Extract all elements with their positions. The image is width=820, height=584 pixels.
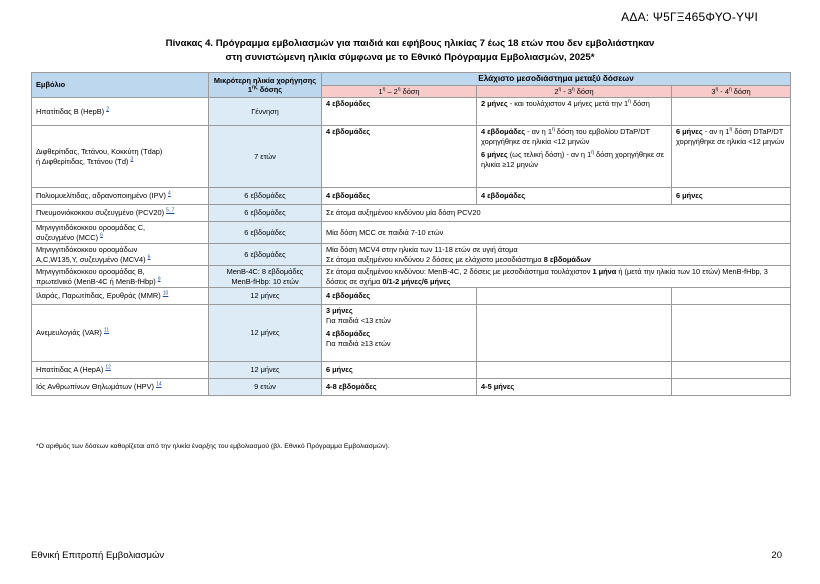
table-row bbox=[32, 266, 791, 288]
vaccine-name: Μηνιγγιτιδόκοκκου οροομάδας Β, πρωτεϊνικό (MenB-4C ή MenB-fHbp) $^9$ bbox=[32, 266, 209, 288]
vaccine-name: Ηπατίτιδας Β (HepB) $^2$ bbox=[32, 98, 209, 126]
min-age-header: Μικρότερη ηλικία χορήγησης $1^{\eta\varsigma}$ δόσης bbox=[209, 73, 322, 98]
vaccine-name: Ιλαράς, Παρωτίτιδας, Ερυθράς (MMR) $^{10}$ bbox=[32, 288, 209, 305]
interval-2-3: 4 εβδομάδες bbox=[477, 188, 672, 205]
vaccine-name: Μηνιγγιτιδόκοκκου οροομάδων A,C,W135,Y, συζευγμένο (MCV4) $^6$ bbox=[32, 244, 209, 266]
interval-note: Μία δόση MCV4 στην ηλικία των 11-18 ετών σε υγιή άτομα Σε άτομα αυξημένου κινδύνου 2 δόσεις με ελάχιστο μεσοδιάστημα 8 εβδομάδων bbox=[322, 244, 791, 266]
table-row bbox=[32, 379, 791, 396]
vaccination-schedule-table bbox=[31, 72, 791, 396]
interval-2-3: 2 μήνες - και τουλάχιστον 4 μήνες μετά την $1^\eta$ δόση bbox=[477, 98, 672, 126]
interval-2-3 bbox=[477, 305, 672, 362]
interval-2-3 bbox=[477, 362, 672, 379]
header-row bbox=[32, 73, 791, 86]
vaccine-name: Ιός Ανθρωπίνων Θηλωμάτων (HPV) $^{14}$ bbox=[32, 379, 209, 396]
interval-1-2: 6 μήνες bbox=[322, 362, 477, 379]
interval-3-4 bbox=[672, 98, 791, 126]
table-row bbox=[32, 244, 791, 266]
interval-note: Σε άτομα αυξημένου κινδύνου: MenB-4C, 2 δόσεις με μεσοδιάστημα τουλάχιστον 1 μήνα ή (μετά την ηλικία των 10 ετών) MenB-fHbp, 3 δόσεις σε σχήμα 0/1-2 μήνες/6 μήνες bbox=[322, 266, 791, 288]
interval-3-4: 6 μήνες bbox=[672, 188, 791, 205]
min-age: 12 μήνες bbox=[209, 362, 322, 379]
interval-1-2: 4 εβδομάδες bbox=[322, 288, 477, 305]
min-age: Γέννηση bbox=[209, 98, 322, 126]
dose-3-4-header: $3^\eta - 4^\eta$ δόση bbox=[672, 85, 791, 98]
interval-3-4 bbox=[672, 305, 791, 362]
table-footnote: *Ο αριθμός των δόσεων καθορίζεται από την ηλικία έναρξης του εμβολιασμού (βλ. Εθνικό Πρόγραμμα Εμβολιασμών). bbox=[36, 443, 390, 450]
table-title bbox=[0, 37, 820, 65]
min-age: 6 εβδομάδες bbox=[209, 244, 322, 266]
table-row bbox=[32, 222, 791, 244]
table-row bbox=[32, 288, 791, 305]
vaccine-name: Πνευμονιόκοκκου συζευγμένο (PCV20) $^{5, 7}$ bbox=[32, 205, 209, 222]
interval-1-2: 4 εβδομάδες bbox=[322, 126, 477, 188]
interval-2-3 bbox=[477, 288, 672, 305]
interval-note: Μία δόση MCC σε παιδιά 7-10 ετών bbox=[322, 222, 791, 244]
table-row bbox=[32, 126, 791, 188]
interval-1-2: 4-8 εβδομάδες bbox=[322, 379, 477, 396]
interval-1-2: 4 εβδομάδες bbox=[322, 98, 477, 126]
interval-note: Σε άτομα αυξημένου κινδύνου μία δόση PCV20 bbox=[322, 205, 791, 222]
min-age: 6 εβδομάδες bbox=[209, 188, 322, 205]
interval-3-4 bbox=[672, 288, 791, 305]
min-age: 12 μήνες bbox=[209, 305, 322, 362]
page-number: 20 bbox=[771, 550, 782, 561]
table-row bbox=[32, 188, 791, 205]
vaccine-header: Εμβόλιο bbox=[32, 73, 209, 98]
title-line-2: στη συνιστώμενη ηλικία σύμφωνα με το Εθνικό Πρόγραμμα Εμβολιασμών, 2025* bbox=[225, 52, 595, 63]
dose-1-2-header: $1^\eta - 2^\eta$ δόση bbox=[322, 85, 477, 98]
min-age: 9 ετών bbox=[209, 379, 322, 396]
min-age: MenB-4C: 8 εβδομάδες MenB-fHbp: 10 ετών bbox=[209, 266, 322, 288]
vaccine-name: Μηνιγγιτιδόκοκκου οροομάδας C, συζευγμένο (MCC) $^6$ bbox=[32, 222, 209, 244]
table-row bbox=[32, 305, 791, 362]
interval-3-4 bbox=[672, 379, 791, 396]
min-age: 12 μήνες bbox=[209, 288, 322, 305]
min-age: 7 ετών bbox=[209, 126, 322, 188]
table-row bbox=[32, 362, 791, 379]
vaccine-name: Ηπατίτιδας Α (HepA) $^{12}$ bbox=[32, 362, 209, 379]
min-age: 6 εβδομάδες bbox=[209, 222, 322, 244]
dose-2-3-header: $2^\eta - 3^\eta$ δόση bbox=[477, 85, 672, 98]
interval-3-4: 6 μήνες - αν η $1^\eta$ δόση DTaP/DT χορηγήθηκε σε ηλικία <12 μηνών bbox=[672, 126, 791, 188]
interval-1-2: 3 μήνες Για παιδιά <13 ετών 4 εβδομάδες Για παιδιά ≥13 ετών bbox=[322, 305, 477, 362]
ada-code: ΑΔΑ: Ψ5ΓΞ465ΦΥΟ-ΥΨΙ bbox=[621, 10, 758, 24]
title-line-1: Πίνακας 4. Πρόγραμμα εμβολιασμών για παιδιά και εφήβους ηλικίας 7 έως 18 ετών που δεν εμβολιάστηκαν bbox=[165, 38, 655, 49]
interval-1-2: 4 εβδομάδες bbox=[322, 188, 477, 205]
interval-2-3: 4 εβδομάδες - αν η $1^\eta$ δόση του εμβολίου DTaP/DT χορηγήθηκε σε ηλικία <12 μηνών 6 μήνες (ως τελική δόση) - αν η $1^\eta$ δόση χορηγήθηκε σε ηλικία ≥12 μηνών bbox=[477, 126, 672, 188]
vaccine-name: Ανεμευλογιάς (VAR) $^{11}$ bbox=[32, 305, 209, 362]
min-age: 6 εβδομάδες bbox=[209, 205, 322, 222]
min-interval-header: Ελάχιστο μεσοδιάστημα μεταξύ δόσεων bbox=[322, 73, 791, 86]
vaccine-name: Διφθερίτιδας, Τετάνου, Κοκκύτη (Tdap) ή Διφθερίτιδας, Τετάνου (Td) $^3$ bbox=[32, 126, 209, 188]
table-row bbox=[32, 98, 791, 126]
footer-organization: Εθνική Επιτροπή Εμβολιασμών bbox=[31, 550, 165, 561]
interval-2-3: 4-5 μήνες bbox=[477, 379, 672, 396]
interval-3-4 bbox=[672, 362, 791, 379]
vaccine-name: Πολιομυελίτιδας, αδρανοποιημένο (IPV) $^4$ bbox=[32, 188, 209, 205]
table-row bbox=[32, 205, 791, 222]
